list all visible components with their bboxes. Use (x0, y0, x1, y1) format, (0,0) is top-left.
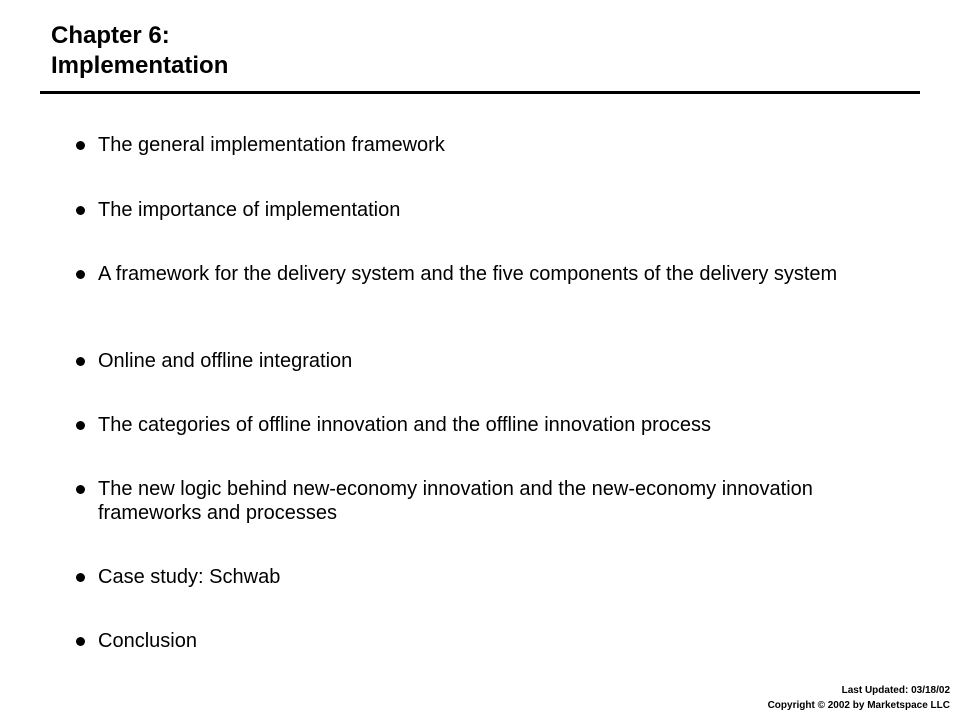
bullet-dot-icon (76, 357, 85, 366)
bullet-dot-icon (76, 421, 85, 430)
title-chapter: Chapter 6: (51, 22, 170, 49)
bullet-item (98, 413, 878, 437)
bullet-dot-icon (76, 206, 85, 215)
bullet-item (98, 565, 878, 589)
title-topic: Implementation (51, 52, 229, 79)
bullet-item (98, 262, 878, 286)
bullet-text: The new logic behind new-economy innovation and the new-economy innovation frameworks and processes (98, 478, 813, 524)
bullet-item (98, 477, 878, 525)
last-updated-text: Last Updated: 03/18/02 (841, 685, 950, 696)
bullet-dot-icon (76, 270, 85, 279)
bullet-dot-icon (76, 485, 85, 494)
slide-footer (768, 683, 950, 713)
bullet-item (98, 629, 878, 653)
bullet-item (98, 198, 878, 222)
bullet-text: The general implementation framework (98, 134, 445, 156)
bullet-text: Case study: Schwab (98, 566, 281, 588)
title-underline (40, 91, 920, 94)
bullet-dot-icon (76, 573, 85, 582)
copyright-text: Copyright © 2002 by Marketspace LLC (767, 700, 950, 711)
bullet-dot-icon (76, 637, 85, 646)
bullet-dot-icon (76, 141, 85, 150)
bullet-text: The importance of implementation (98, 199, 401, 221)
bullet-text: The categories of offline innovation and the offline innovation process (98, 414, 712, 436)
bullet-text: Conclusion (98, 630, 197, 652)
bullet-item (98, 133, 878, 157)
bullet-text: A framework for the delivery system and the five components of the delivery system (98, 263, 838, 285)
slide-title (51, 21, 228, 81)
bullet-item (98, 349, 878, 373)
bullet-text: Online and offline integration (98, 350, 353, 372)
